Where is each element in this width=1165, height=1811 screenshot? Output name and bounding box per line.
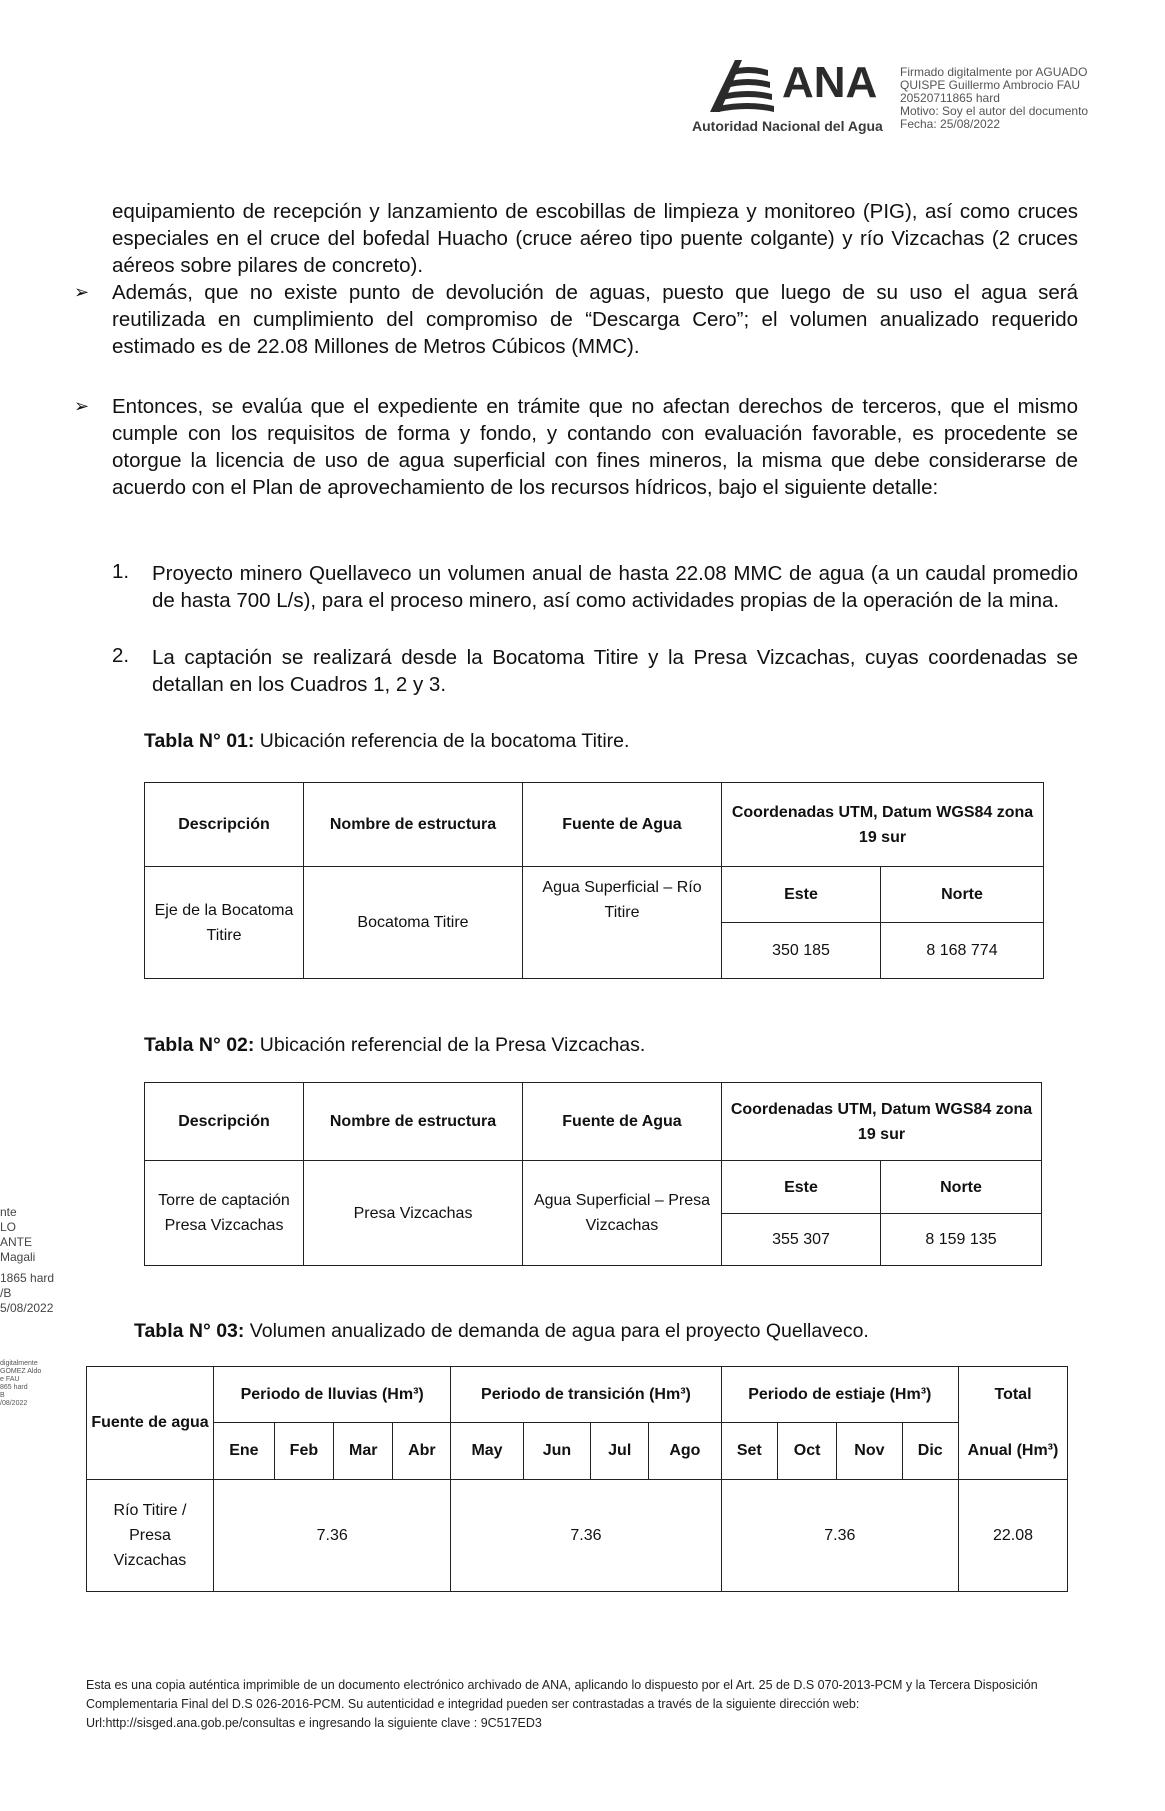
table1-subheader: Norte <box>881 867 1044 923</box>
table2-caption <box>144 1034 645 1057</box>
table1-cell: Eje de la Bocatoma Titire <box>145 867 304 979</box>
table3-month: Mar <box>334 1423 393 1479</box>
table1-subheader: Este <box>722 867 881 923</box>
list-item-2: La captación se realizará desde la Bocatoma Titire y la Presa Vizcachas, cuyas coordenadas se detallan en los Cuadros 1, 2 y 3. <box>152 646 1078 696</box>
table2-cell: Presa Vizcachas <box>304 1161 523 1266</box>
side-signature-line: /B <box>0 1286 12 1300</box>
side-signature-line: e FAU <box>0 1376 20 1383</box>
table3-value: 7.36 <box>721 1479 958 1592</box>
side-signature-line: ANTE <box>0 1235 33 1249</box>
side-signature-line: nte <box>0 1205 17 1219</box>
signature-line: Fecha: 25/08/2022 <box>900 117 1001 131</box>
signature-line: Firmado digitalmente por AGUADO <box>900 65 1088 79</box>
paragraph-3: Entonces, se evalúa que el expediente en trámite que no afectan derechos de terceros, que el mismo cumple con los requisitos de forma y fondo, y contando con evaluación favorable, es procedente se otorgue la licencia de uso de agua superficial con fines mineros, la misma que debe considerarse de acuerdo con el Plan de aprovechamiento de los recursos hídricos, bajo el siguiente detalle: <box>112 395 1078 499</box>
side-signature <box>0 1205 54 1316</box>
side-signature-line: /08/2022 <box>0 1400 28 1407</box>
table2-cell: Torre de captación Presa Vizcachas <box>145 1161 304 1266</box>
side-signature-line: 865 hard <box>0 1384 28 1391</box>
table1-caption-text: Ubicación referencia de la bocatoma Titire. <box>254 730 630 752</box>
table1 <box>144 782 1044 979</box>
paragraph-1: equipamiento de recepción y lanzamiento de escobillas de limpieza y monitoreo (PIG), así como cruces especiales en el cruce del bofedal Huacho (cruce aéreo tipo puente colgante) y río Vizcachas (2 cruces aéreos sobre pilares de concreto). <box>112 200 1078 277</box>
table2-cell: 8 159 135 <box>881 1213 1042 1265</box>
signature-line: 20520711865 hard <box>900 91 1000 105</box>
table3-month: Abr <box>393 1423 451 1479</box>
table3-total-value: 22.08 <box>959 1479 1068 1592</box>
table3-caption <box>134 1320 869 1343</box>
logo-acronym: ANA <box>782 58 878 107</box>
table1-cell: Bocatoma Titire <box>304 867 523 979</box>
side-signature-line: LO <box>0 1220 17 1234</box>
table3-period-header: Periodo de lluvias (Hm³) <box>214 1367 451 1423</box>
table3-value: 7.36 <box>214 1479 451 1592</box>
signature-line: QUISPE Guillermo Ambrocio FAU <box>900 78 1081 92</box>
table3-caption-label: Tabla N° 03: <box>134 1320 245 1342</box>
signature-line: Motivo: Soy el autor del documento <box>900 104 1089 118</box>
table3-month: Feb <box>274 1423 333 1479</box>
table1-cell: Agua Superficial – Río Titire <box>523 867 722 979</box>
table2-cell: Agua Superficial – Presa Vizcachas <box>523 1161 722 1266</box>
table2-header: Nombre de estructura <box>304 1083 523 1161</box>
list-item-1: Proyecto minero Quellaveco un volumen anual de hasta 22.08 MMC de agua (a un caudal promedio de hasta 700 L/s), para el proceso minero, así como actividades propias de la operación de la mina. <box>152 562 1078 612</box>
table3-period-header: Periodo de estiaje (Hm³) <box>721 1367 958 1423</box>
table3-month: Jun <box>523 1423 591 1479</box>
table3-month: Nov <box>837 1423 902 1479</box>
table3-total-header: Total <box>959 1367 1068 1423</box>
table1-header: Fuente de Agua <box>523 783 722 867</box>
side-signature-line: 1865 hard <box>0 1271 55 1285</box>
table1-caption-label: Tabla N° 01: <box>144 730 255 752</box>
bullet-icon: ➢ <box>74 282 90 302</box>
footer-note: Esta es una copia auténtica imprimible de un documento electrónico archivado de ANA, aplicando lo dispuesto por el Art. 25 de D.S 070-2013-PCM y la Tercera Disposición Complementaria Final del D.S 026-2016-PCM. Su autenticidad e integridad pueden ser contrastadas a través de la siguiente dirección web: Url:http://sisged.ana.gob.pe/consultas e ingresando la siguiente clave : 9C517ED3 <box>86 1678 1038 1730</box>
digital-signature <box>900 66 1088 131</box>
table2-header: Fuente de Agua <box>523 1083 722 1161</box>
table1-header: Descripción <box>145 783 304 867</box>
table3 <box>86 1366 1068 1592</box>
table2-caption-text: Ubicación referencial de la Presa Vizcachas. <box>254 1034 646 1056</box>
table2 <box>144 1082 1042 1266</box>
logo-name: Autoridad Nacional del Agua <box>692 118 883 134</box>
table3-value: 7.36 <box>451 1479 721 1592</box>
table1-header: Coordenadas UTM, Datum WGS84 zona 19 sur <box>722 783 1044 867</box>
table3-period-header: Periodo de transición (Hm³) <box>451 1367 721 1423</box>
table3-header: Fuente de agua <box>87 1367 214 1480</box>
table1-cell: 350 185 <box>722 923 881 979</box>
list-number: 2. <box>112 644 130 667</box>
table1-header: Nombre de estructura <box>304 783 523 867</box>
table3-caption-text: Volumen anualizado de demanda de agua para el proyecto Quellaveco. <box>244 1320 869 1342</box>
side-signature-line: digitalmente <box>0 1360 38 1367</box>
table3-month: May <box>451 1423 523 1479</box>
table3-month: Set <box>721 1423 777 1479</box>
table3-month: Ene <box>214 1423 275 1479</box>
side-signature-line: Magali <box>0 1250 36 1264</box>
table3-total-subheader: Anual (Hm³) <box>959 1423 1068 1479</box>
table2-header: Descripción <box>145 1083 304 1161</box>
table2-caption-label: Tabla N° 02: <box>144 1034 255 1056</box>
table2-subheader: Norte <box>881 1161 1042 1213</box>
table2-header: Coordenadas UTM, Datum WGS84 zona 19 sur <box>722 1083 1042 1161</box>
table1-caption <box>144 730 629 753</box>
bullet-icon: ➢ <box>74 396 90 416</box>
paragraph-2: Además, que no existe punto de devolución de aguas, puesto que luego de su uso el agua será reutilizada en cumplimiento del compromiso de “Descarga Cero”; el volumen anualizado requerido estimado es de 22.08 Millones de Metros Cúbicos (MMC). <box>112 281 1078 358</box>
table3-month: Ago <box>649 1423 721 1479</box>
side-signature-small <box>0 1360 41 1408</box>
table3-month: Oct <box>777 1423 836 1479</box>
list-number: 1. <box>112 560 130 583</box>
side-signature-line: GOMEZ Aldo <box>0 1368 42 1375</box>
table1-cell: 8 168 774 <box>881 923 1044 979</box>
side-signature-line: 5/08/2022 <box>0 1301 54 1315</box>
side-signature-line: B <box>0 1392 5 1399</box>
table3-source-cell: Río Titire / Presa Vizcachas <box>87 1479 214 1592</box>
table2-subheader: Este <box>722 1161 881 1213</box>
table2-cell: 355 307 <box>722 1213 881 1265</box>
table3-month: Jul <box>591 1423 649 1479</box>
table3-month: Dic <box>902 1423 959 1479</box>
